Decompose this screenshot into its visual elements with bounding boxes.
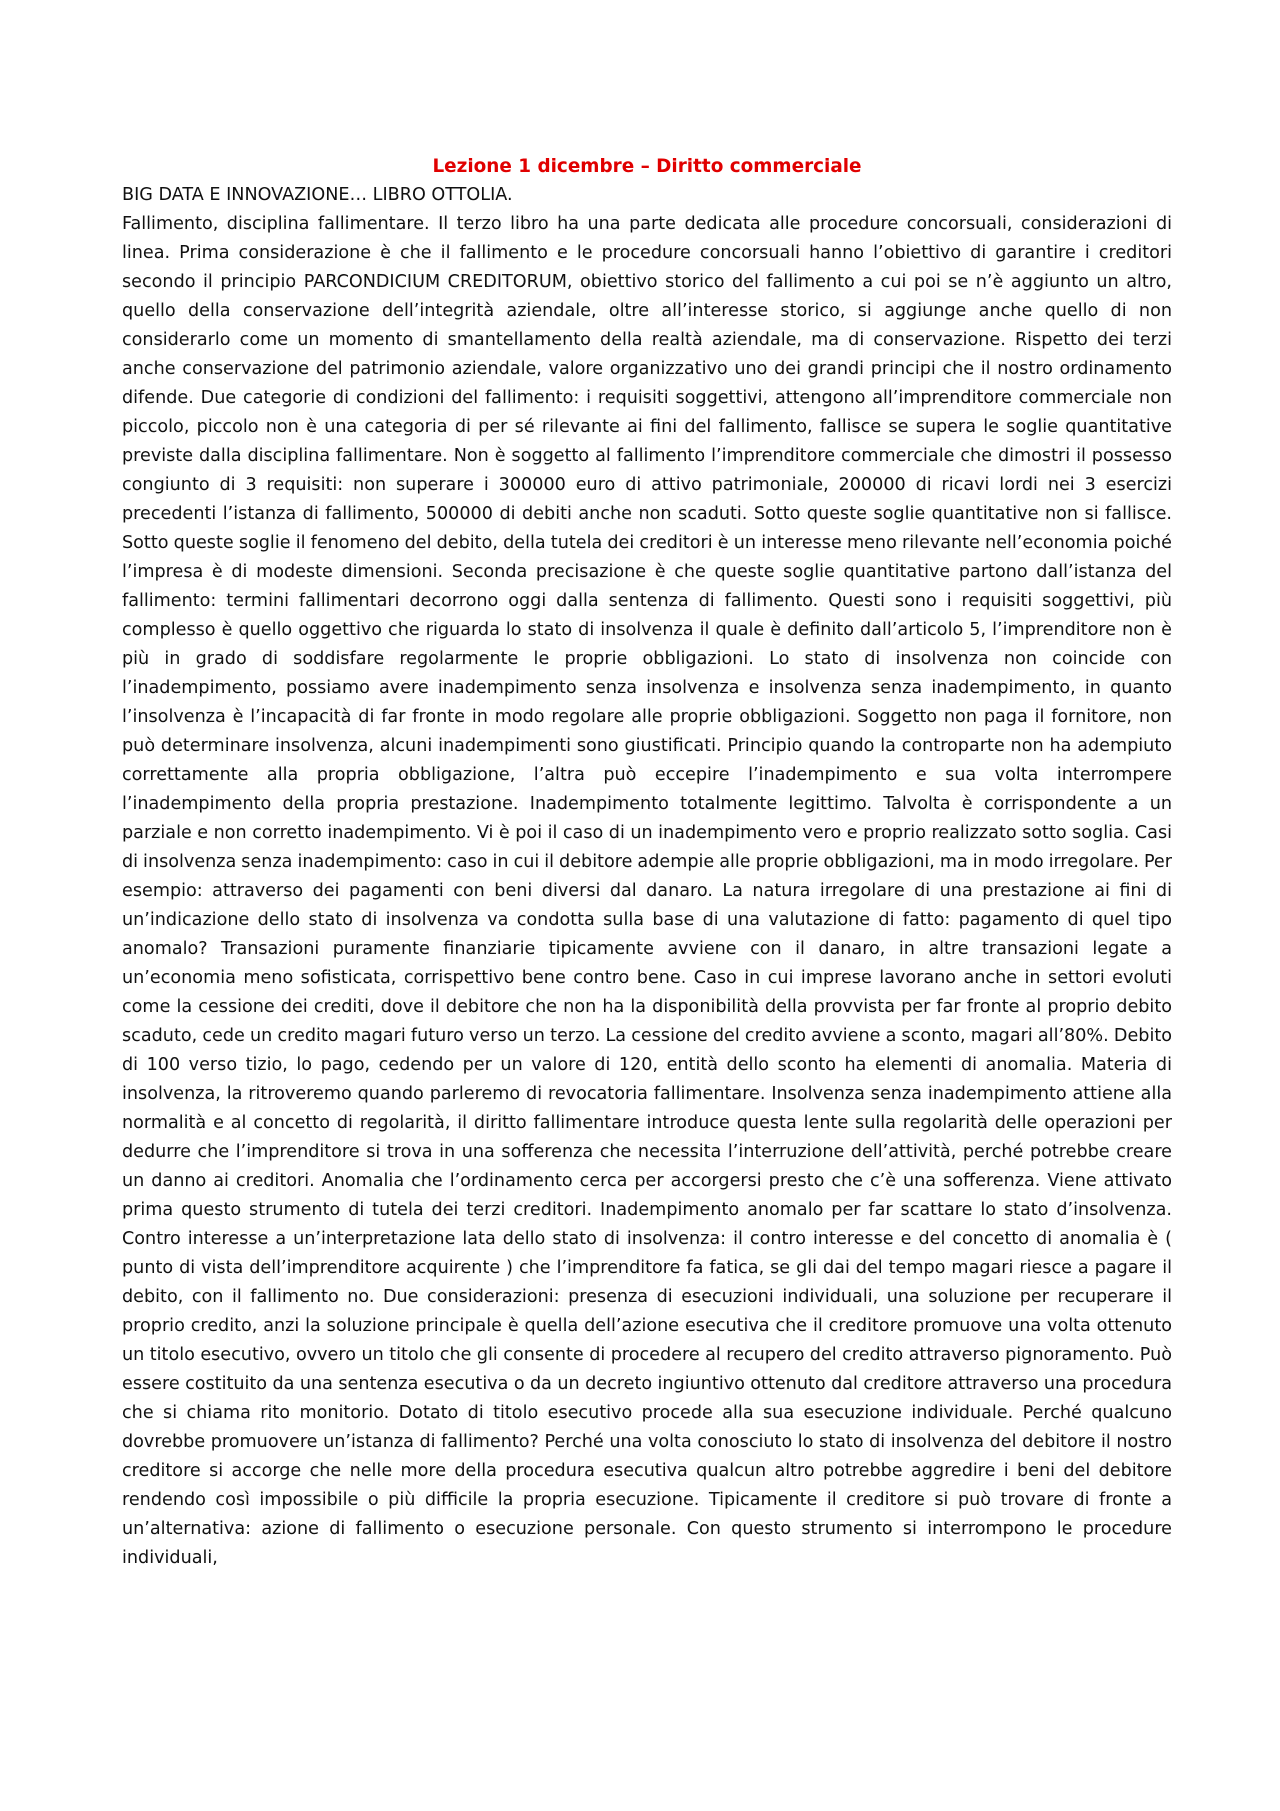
document-subtitle: BIG DATA E INNOVAZIONE… LIBRO OTTOLIA. <box>122 185 513 205</box>
document-title: Lezione 1 dicembre – Diritto commerciale <box>432 156 862 177</box>
document-content <box>122 152 1172 1573</box>
document-body-paragraph: Fallimento, disciplina fallimentare. Il terzo libro ha una parte dedicata alle procedure concorsuali, considerazioni di linea. Prima considerazione è che il fallimento e le procedure concorsuali hanno l’obiettivo di garantire i creditori secondo il principio PARCONDICIUM CREDITORUM, obiettivo storico del fallimento a cui poi se n’è aggiunto un altro, quello della conservazione dell’integrità aziendale, oltre all’interesse storico, si aggiunge anche quello di non considerarlo come un momento di smantellamento della realtà aziendale, ma di conservazione. Rispetto dei terzi anche conservazione del patrimonio aziendale, valore organizzativo uno dei grandi principi che il nostro ordinamento difende. Due categorie di condizioni del fallimento: i requisiti soggettivi, attengono all’imprenditore commerciale non piccolo, piccolo non è una categoria di per sé rilevante ai fini del fallimento, fallisce se supera le soglie quantitative previste dalla disciplina fallimentare. Non è soggetto al fallimento l’imprenditore commerciale che dimostri il possesso congiunto di 3 requisiti: non superare i 300000 euro di attivo patrimoniale, 200000 di ricavi lordi nei 3 esercizi precedenti l’istanza di fallimento, 500000 di debiti anche non scaduti. Sotto queste soglie quantitative non si fallisce. Sotto queste soglie il fenomeno del debito, della tutela dei creditori è un interesse meno rilevante nell’economia poiché l’impresa è di modeste dimensioni. Seconda precisazione è che queste soglie quantitative partono dall’istanza del fallimento: termini fallimentari decorrono oggi dalla sentenza di fallimento. Questi sono i requisiti soggettivi, più complesso è quello oggettivo che riguarda lo stato di insolvenza il quale è definito dall’articolo 5, l’imprenditore non è più in grado di soddisfare regolarmente le proprie obbligazioni. Lo stato di insolvenza non coincide con l’inadempimento, possiamo avere inadempimento senza insolvenza e insolvenza senza inadempimento, in quanto l’insolvenza è l’incapacità di far fronte in modo regolare alle proprie obbligazioni. Soggetto non paga il fornitore, non può determinare insolvenza, alcuni inadempimenti sono giustificati. Principio quando la controparte non ha adempiuto correttamente alla propria obbligazione, l’altra può eccepire l’inadempimento e sua volta interrompere l’inadempimento della propria prestazione. Inadempimento totalmente legittimo. Talvolta è corrispondente a un parziale e non corretto inadempimento. Vi è poi il caso di un inadempimento vero e proprio realizzato sotto soglia. Casi di insolvenza senza inadempimento: caso in cui il debitore adempie alle proprie obbligazioni, ma in modo irregolare. Per esempio: attraverso dei pagamenti con beni diversi dal danaro. La natura irregolare di una prestazione ai fini di un’indicazione dello stato di insolvenza va condotta sulla base di una valutazione di fatto: pagamento di quel tipo anomalo? Transazioni puramente finanziarie tipicamente avviene con il danaro, in altre transazioni legate a un’economia meno sofisticata, corrispettivo bene contro bene. Caso in cui imprese lavorano anche in settori evoluti come la cessione dei crediti, dove il debitore che non ha la disponibilità della provvista per far fronte al proprio debito scaduto, cede un credito magari futuro verso un terzo. La cessione del credito avviene a sconto, magari all’80%. Debito di 100 verso tizio, lo pago, cedendo per un valore di 120, entità dello sconto ha elementi di anomalia. Materia di insolvenza, la ritroveremo quando parleremo di revocatoria fallimentare. Insolvenza senza inadempimento attiene alla normalità e al concetto di regolarità, il diritto fallimentare introduce questa lente sulla regolarità delle operazioni per dedurre che l’imprenditore si trova in una sofferenza che necessita l’interruzione dell’attività, perché potrebbe creare un danno ai creditori. Anomalia che l’ordinamento cerca per accorgersi presto che c’è una sofferenza. Viene attivato prima questo strumento di tutela dei terzi creditori. Inadempimento anomalo per far scattare lo stato d’insolvenza. Contro interesse a un’interpretazione lata dello stato di insolvenza: il contro interesse e del concetto di anomalia è ( punto di vista dell’imprenditore acquirente ) che l’imprenditore fa fatica, se gli dai del tempo magari riesce a pagare il debito, con il fallimento no. Due considerazioni: presenza di esecuzioni individuali, una soluzione per recuperare il proprio credito, anzi la soluzione principale è quella dell’azione esecutiva che il creditore promuove una volta ottenuto un titolo esecutivo, ovvero un titolo che gli consente di procedere al recupero del credito attraverso pignoramento. Può essere costituito da una sentenza esecutiva o da un decreto ingiuntivo ottenuto dal creditore attraverso una procedura che si chiama rito monitorio. Dotato di titolo esecutivo procede alla sua esecuzione individuale. Perché qualcuno dovrebbe promuovere un’istanza di fallimento? Perché una volta conosciuto lo stato di insolvenza del debitore il nostro creditore si accorge che nelle more della procedura esecutiva qualcun altro potrebbe aggredire i beni del debitore rendendo così impossibile o più difficile la propria esecuzione. Tipicamente il creditore si può trovare di fronte a un’alternativa: azione di fallimento o esecuzione personale. Con questo strumento si interrompono le procedure individuali, <box>122 214 1172 1568</box>
